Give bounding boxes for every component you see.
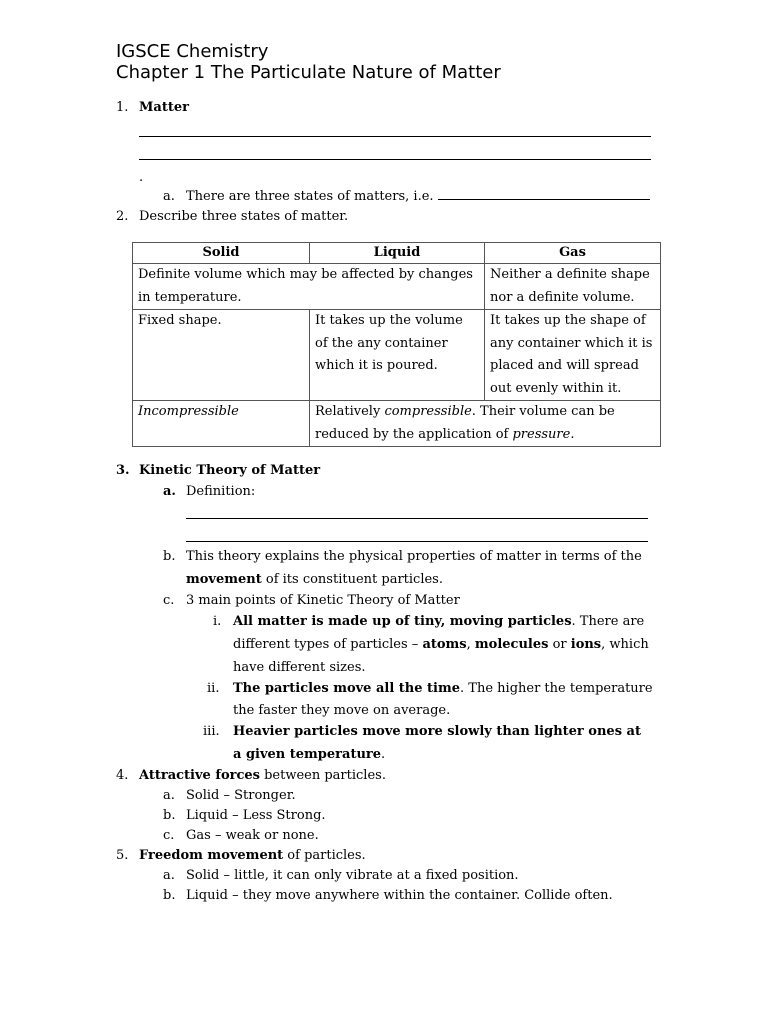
- q4-number: 4.: [116, 768, 129, 783]
- compress-text-pre: Relatively: [315, 404, 385, 419]
- point-iii-line2: [233, 744, 385, 766]
- course-title: IGSCE Chemistry: [116, 41, 269, 62]
- q4a-text: Solid – Stronger.: [186, 788, 296, 803]
- q4-rest: between particles.: [259, 768, 386, 783]
- ions-bold: ions: [570, 637, 602, 652]
- q5b-number: b.: [163, 888, 176, 903]
- q4-text: [139, 765, 386, 787]
- cell-solid-shape: Fixed shape.: [133, 310, 310, 401]
- point-iii-end: .: [381, 747, 386, 762]
- q4a-number: a.: [163, 788, 175, 803]
- q3a-text: Definition:: [186, 484, 256, 499]
- movement-bold: movement: [186, 572, 262, 587]
- chapter-title: Chapter 1 The Particulate Nature of Matter: [116, 62, 501, 83]
- pressure-emphasis: pressure: [512, 426, 571, 442]
- q5-rest: of particles.: [283, 848, 366, 863]
- point-i-or: or: [548, 637, 571, 652]
- q4c-number: c.: [163, 828, 175, 843]
- point-i-bold: All matter is made up of tiny, moving particles: [233, 614, 572, 629]
- header-solid: Solid: [133, 243, 310, 264]
- q5-text: [139, 845, 366, 867]
- q5-number: 5.: [116, 848, 129, 863]
- compress-text-end: .: [570, 426, 575, 442]
- q1-answer-line-2[interactable]: [139, 159, 651, 160]
- point-i-line1: [233, 611, 644, 633]
- table-header-row: [133, 243, 661, 264]
- q3b-line2: [186, 569, 443, 591]
- q1a-number: a.: [163, 189, 175, 204]
- attractive-forces-bold: Attractive forces: [139, 768, 260, 783]
- q4c-text: Gas – weak or none.: [186, 828, 319, 843]
- q1-trailing-dot: .: [139, 170, 144, 185]
- states-of-matter-table: [132, 242, 661, 447]
- point-ii-line1: [233, 678, 653, 700]
- q1-title: Matter: [139, 100, 189, 115]
- compress-text-mid: . Their volume can be reduced by the application of: [315, 404, 615, 442]
- table-row: [133, 264, 661, 310]
- point-i-l2-end: , which: [601, 637, 649, 652]
- q5a-text: Solid – little, it can only vibrate at a fixed position.: [186, 868, 519, 883]
- point-iii-line1: Heavier particles move more slowly than lighter ones at: [233, 724, 641, 739]
- q1a-answer-blank[interactable]: [438, 186, 650, 200]
- q3-title: Kinetic Theory of Matter: [139, 463, 321, 478]
- q3b-text: This theory explains the physical properties of matter in terms of the: [186, 549, 642, 564]
- point-ii-rest: . The higher the temperature: [460, 681, 653, 696]
- point-ii-bold: The particles move all the time: [233, 681, 461, 696]
- header-gas: Gas: [485, 243, 661, 264]
- q3b-number: b.: [163, 549, 176, 564]
- q3a-answer-line-2[interactable]: [186, 541, 648, 542]
- q3c-text: 3 main points of Kinetic Theory of Matter: [186, 593, 460, 608]
- cell-solid-liquid-volume: Definite volume which may be affected by changes in temperature.: [133, 264, 485, 310]
- q3b-rest: of its constituent particles.: [261, 572, 443, 587]
- q1-answer-line-1[interactable]: [139, 136, 651, 137]
- header-liquid: Liquid: [310, 243, 485, 264]
- q2-number: 2.: [116, 209, 129, 224]
- cell-liquid-shape: It takes up the volume of the any container which it is poured.: [310, 310, 485, 401]
- molecules-bold: molecules: [474, 637, 549, 652]
- cell-solid-compress: Incompressible: [133, 401, 310, 447]
- q1a-item: [186, 186, 650, 208]
- point-iii-number: iii.: [203, 724, 220, 739]
- freedom-movement-bold: Freedom movement: [139, 848, 284, 863]
- q5b-text: Liquid – they move anywhere within the container. Collide often.: [186, 888, 613, 903]
- cell-liquid-gas-compress: [310, 401, 661, 447]
- cell-gas-shape: It takes up the shape of any container which it is placed and will spread out evenly within it.: [485, 310, 661, 401]
- q1-number: 1.: [116, 100, 129, 115]
- q3c-number: c.: [163, 593, 175, 608]
- point-ii-number: ii.: [207, 681, 220, 696]
- cell-gas-volume: Neither a definite shape nor a definite volume.: [485, 264, 661, 310]
- table-row: [133, 310, 661, 401]
- q5a-number: a.: [163, 868, 175, 883]
- point-i-comma: ,: [466, 637, 475, 652]
- q4b-number: b.: [163, 808, 176, 823]
- point-iii-bold2: a given temperature: [233, 747, 382, 762]
- point-i-l2-pre: different types of particles –: [233, 637, 423, 652]
- compress-emphasis: compressible: [384, 404, 472, 419]
- q2-text: Describe three states of matter.: [139, 209, 349, 224]
- atoms-bold: atoms: [422, 637, 467, 652]
- point-i-line2: [233, 634, 649, 656]
- point-i-rest: . There are: [571, 614, 645, 629]
- point-i-line3: have different sizes.: [233, 660, 366, 675]
- q3a-answer-line-1[interactable]: [186, 518, 648, 519]
- q4b-text: Liquid – Less Strong.: [186, 808, 326, 823]
- point-ii-line2: the faster they move on average.: [233, 703, 451, 718]
- q3a-number: a.: [163, 484, 176, 499]
- table-row: [133, 401, 661, 447]
- point-i-number: i.: [213, 614, 222, 629]
- q1a-text: There are three states of matters, i.e.: [186, 189, 434, 204]
- q3-number: 3.: [116, 463, 130, 478]
